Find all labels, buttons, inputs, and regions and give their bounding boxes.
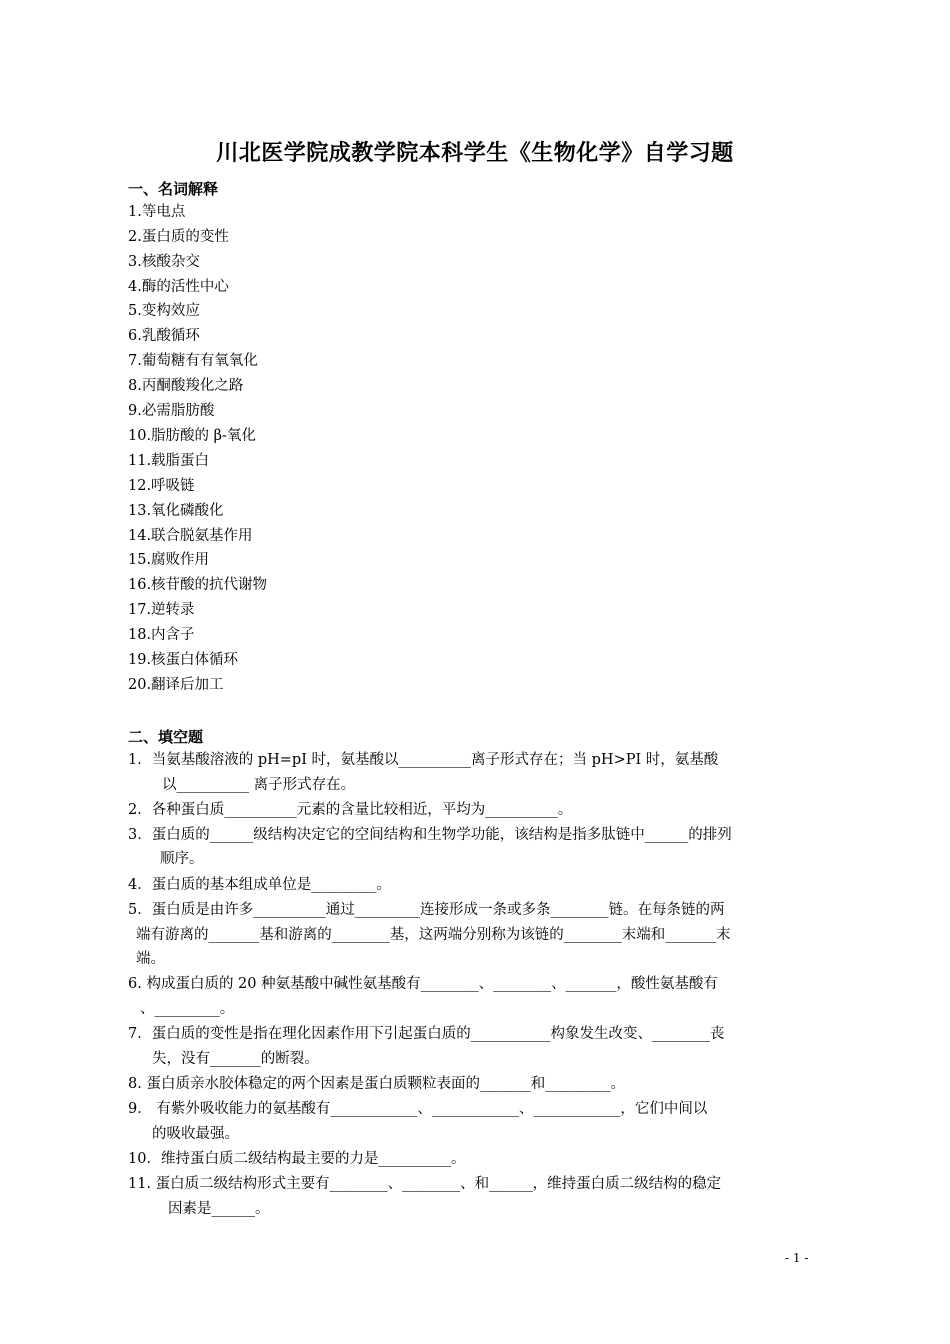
question-line: 10．维持蛋白质二级结构最主要的力是__________。 xyxy=(128,1151,466,1167)
term-item: 12.呼吸链 xyxy=(128,478,195,494)
question-line: 端。 xyxy=(136,951,165,967)
term-item: 7.葡萄糖有有氧氧化 xyxy=(128,353,258,369)
term-item: 16.核苷酸的抗代谢物 xyxy=(128,577,268,593)
question-line: 因素是______。 xyxy=(168,1201,270,1217)
term-item: 4.酶的活性中心 xyxy=(128,279,229,295)
question-line: 、_________。 xyxy=(140,1001,235,1017)
question-line: 3．蛋白质的______级结构决定它的空间结构和生物学功能，该结构是指多肽链中______的排列 xyxy=(128,827,732,843)
section-heading-fill-in: 二、填空题 xyxy=(128,728,204,746)
term-item: 19.核蛋白体循环 xyxy=(128,652,239,668)
question-line: 11. 蛋白质二级结构形式主要有________、________、和______，维持蛋白质二级结构的稳定 xyxy=(128,1176,722,1192)
term-item: 13.氧化磷酸化 xyxy=(128,503,224,519)
term-item: 6.乳酸循环 xyxy=(128,328,200,344)
question-line: 2．各种蛋白质__________元素的含量比较相近，平均为__________。 xyxy=(128,802,573,818)
term-item: 15.腐败作用 xyxy=(128,552,210,568)
question-line: 端有游离的_______基和游离的________基，这两端分别称为该链的________末端和_______末 xyxy=(136,927,731,943)
term-item: 20.翻译后加工 xyxy=(128,677,224,693)
term-item: 5.变构效应 xyxy=(128,303,200,319)
term-item: 10.脂肪酸的 β-氧化 xyxy=(128,428,256,444)
question-line: 5．蛋白质是由许多__________通过_________连接形成一条或多条________链。在每条链的两 xyxy=(128,902,725,918)
term-item: 8.丙酮酸羧化之路 xyxy=(128,378,244,394)
term-item: 18.内含子 xyxy=(128,627,195,643)
question-line: 8. 蛋白质亲水胶体稳定的两个因素是蛋白质颗粒表面的_______和_________。 xyxy=(128,1076,625,1092)
term-item: 3.核酸杂交 xyxy=(128,254,200,270)
term-item: 14.联合脱氨基作用 xyxy=(128,528,253,544)
question-line: 6. 构成蛋白质的 20 种氨基酸中碱性氨基酸有________、________、_______，酸性氨基酸有 xyxy=(128,976,718,992)
term-item: 1.等电点 xyxy=(128,204,186,220)
question-line: 失，没有_______的断裂。 xyxy=(152,1051,319,1067)
term-item: 2.蛋白质的变性 xyxy=(128,229,229,245)
question-line: 7．蛋白质的变性是指在理化因素作用下引起蛋白质的___________构象发生改变、________丧 xyxy=(128,1026,725,1042)
term-item: 11.载脂蛋白 xyxy=(128,453,210,469)
term-item: 9.必需脂肪酸 xyxy=(128,403,215,419)
question-line: 9． 有紫外吸收能力的氨基酸有____________、____________、____________，它们中间以 xyxy=(128,1101,708,1117)
question-line: 4．蛋白质的基本组成单位是_________。 xyxy=(128,877,391,893)
question-line: 的吸收最强。 xyxy=(152,1126,239,1142)
question-line: 1．当氨基酸溶液的 pH=pI 时，氨基酸以__________离子形式存在；当 pH>PI 时，氨基酸 xyxy=(128,752,719,768)
question-line: 顺序。 xyxy=(160,851,204,867)
section-heading-terms: 一、名词解释 xyxy=(128,180,219,198)
term-item: 17.逆转录 xyxy=(128,602,195,618)
page-number: - 1 - xyxy=(785,1251,809,1265)
document-title: 川北医学院成教学院本科学生《生物化学》自学习题 xyxy=(216,141,734,166)
question-line: 以__________ 离子形式存在。 xyxy=(162,777,356,793)
